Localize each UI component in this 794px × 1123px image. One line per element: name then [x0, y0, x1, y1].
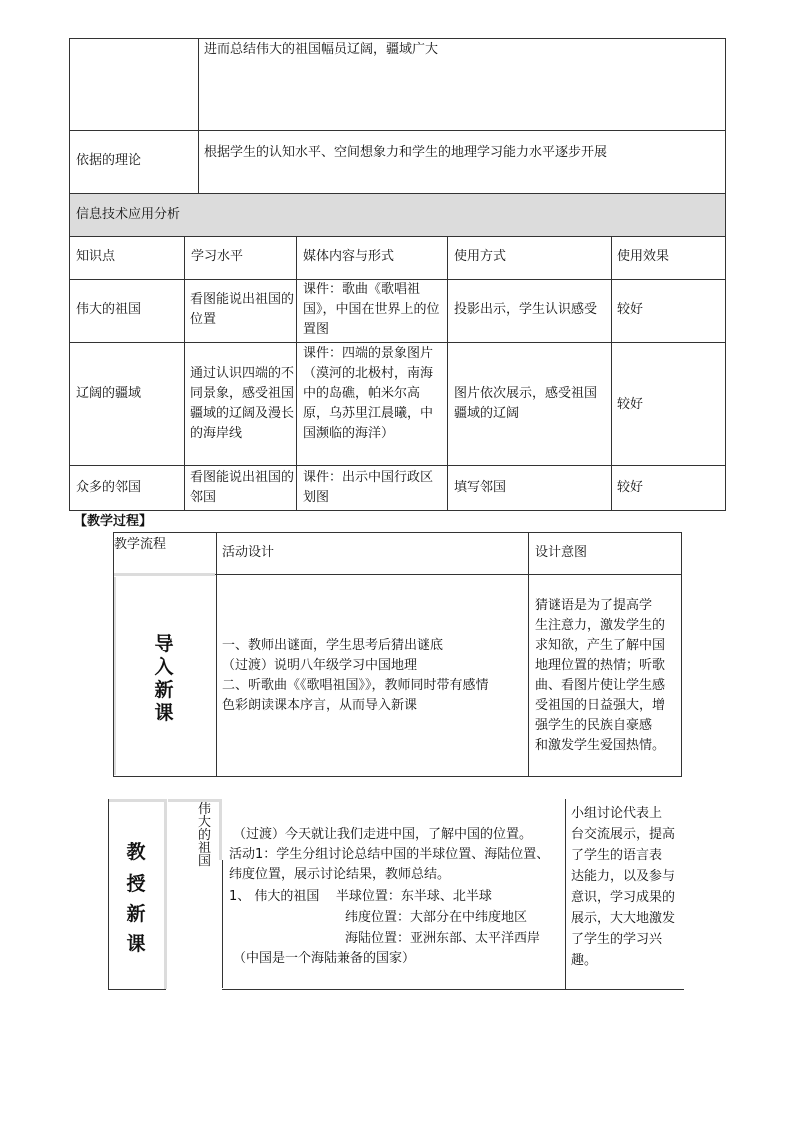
row3-media: 课件：出示中国行政区划图	[303, 470, 434, 505]
teach-intent-line-1: 小组讨论代表上	[571, 806, 663, 821]
teach-activity-line-5: 纬度位置：大部分在中纬度地区	[345, 910, 528, 925]
row1-point: 伟大的祖国	[76, 302, 142, 317]
header-process: 教学流程	[114, 537, 167, 552]
theory-label: 依据的理论	[76, 153, 142, 168]
intro-activity-line-1: 一、教师出谜面，学生思考后猜出谜底	[222, 638, 444, 653]
row2-point: 辽阔的疆域	[76, 386, 142, 401]
intro-activity-line-3: 二、听歌曲《《歌唱祖国》》，教师同时带有感情	[222, 678, 489, 693]
row3-level: 看图能说出祖国的邻国	[190, 470, 295, 505]
teach-activity-line-6: 海陆位置：亚洲东部、太平洋西岸	[345, 931, 541, 946]
teach-stage-char-4: 课	[126, 933, 146, 955]
teach-stage-char-3: 新	[126, 903, 146, 925]
intro-intent-line-1: 猜谜语是为了提高学	[535, 598, 653, 613]
header-media: 媒体内容与形式	[303, 249, 395, 264]
intro-activity-line-4: 色彩朗读课本序言，从而导入新课	[222, 698, 418, 713]
intro-stage-char-3: 新	[154, 679, 174, 701]
teach-sub-label: 伟大的祖国	[198, 802, 212, 869]
intro-intent-line-6: 受祖国的日益强大，增	[535, 698, 666, 713]
summary-continued: 进而总结伟大的祖国幅员辽阔，疆域广大	[204, 42, 439, 57]
row2-method: 图片依次展示，感受祖国疆域的辽阔	[454, 386, 598, 421]
teach-stage-char-1: 教	[126, 841, 146, 863]
intro-stage-char-1: 导	[154, 633, 174, 655]
row1-level: 看图能说出祖国的位置	[190, 292, 295, 327]
intro-intent-line-3: 求知欲，产生了解中国	[535, 638, 666, 653]
intro-intent-line-2: 生注意力，激发学生的	[535, 618, 666, 633]
header-effect: 使用效果	[617, 249, 670, 264]
row2-effect: 较好	[617, 397, 644, 412]
row3-point: 众多的邻国	[76, 480, 142, 495]
teach-activity-line-1: （过渡）今天就让我们走进中国，了解中国的位置。	[233, 827, 533, 842]
intro-stage-char-2: 入	[154, 656, 174, 678]
teach-intent-line-6: 展示，大大地激发	[571, 911, 676, 926]
intro-intent-line-8: 和激发学生爱国热情。	[535, 738, 666, 753]
teach-intent-line-7: 了学生的学习兴	[571, 932, 663, 947]
intro-intent-line-5: 曲、看图片使让学生感	[535, 678, 666, 693]
header-learning-level: 学习水平	[191, 249, 244, 264]
teach-activity-line-2: 活动1：学生分组讨论总结中国的半球位置、海陆位置、	[229, 847, 550, 862]
intro-intent-line-7: 强学生的民族自豪感	[535, 718, 653, 733]
teach-activity-line-7: （中国是一个海陆兼备的国家）	[233, 951, 416, 966]
row2-media: 课件：四端的景象图片（漠河的北极村，南海中的岛礁，帕米尔高原，乌苏里江晨曦，中国濒临的海洋）	[303, 346, 434, 441]
row1-method: 投影出示，学生认识感受	[454, 302, 598, 317]
header-activity: 活动设计	[222, 545, 275, 560]
header-knowledge-point: 知识点	[76, 249, 116, 264]
intro-intent-line-4: 地理位置的热情；听歌	[535, 658, 666, 673]
section-title: 【教学过程】	[74, 514, 153, 529]
teach-intent-line-5: 意识，学习成果的	[571, 890, 676, 905]
row3-method: 填写邻国	[454, 480, 507, 495]
row3-effect: 较好	[617, 480, 644, 495]
intro-stage-char-4: 课	[154, 702, 174, 724]
it-analysis-title: 信息技术应用分析	[76, 207, 181, 222]
teach-activity-line-4: 1、 伟大的祖国 半球位置：东半球、北半球	[229, 889, 492, 904]
teach-activity-line-3: 纬度位置，展示讨论结果，教师总结。	[229, 867, 451, 882]
header-intent: 设计意图	[535, 545, 588, 560]
row2-level: 通过认识四端的不同景象，感受祖国疆域的辽阔及漫长的海岸线	[190, 366, 295, 441]
theory-text: 根据学生的认知水平、空间想象力和学生的地理学习能力水平逐步开展	[204, 145, 608, 160]
row1-media: 课件：歌曲《歌唱祖国》，中国在世界上的位置图	[303, 282, 440, 337]
teach-intent-line-4: 达能力，以及参与	[571, 869, 676, 884]
teach-intent-line-2: 台交流展示，提高	[571, 827, 676, 842]
intro-activity-line-2: （过渡）说明八年级学习中国地理	[222, 658, 418, 673]
teach-intent-line-3: 了学生的语言表	[571, 848, 663, 863]
teach-intent-line-8: 趣。	[571, 953, 598, 968]
row1-effect: 较好	[617, 302, 644, 317]
teach-stage-char-2: 授	[126, 873, 146, 895]
header-usage: 使用方式	[454, 249, 507, 264]
